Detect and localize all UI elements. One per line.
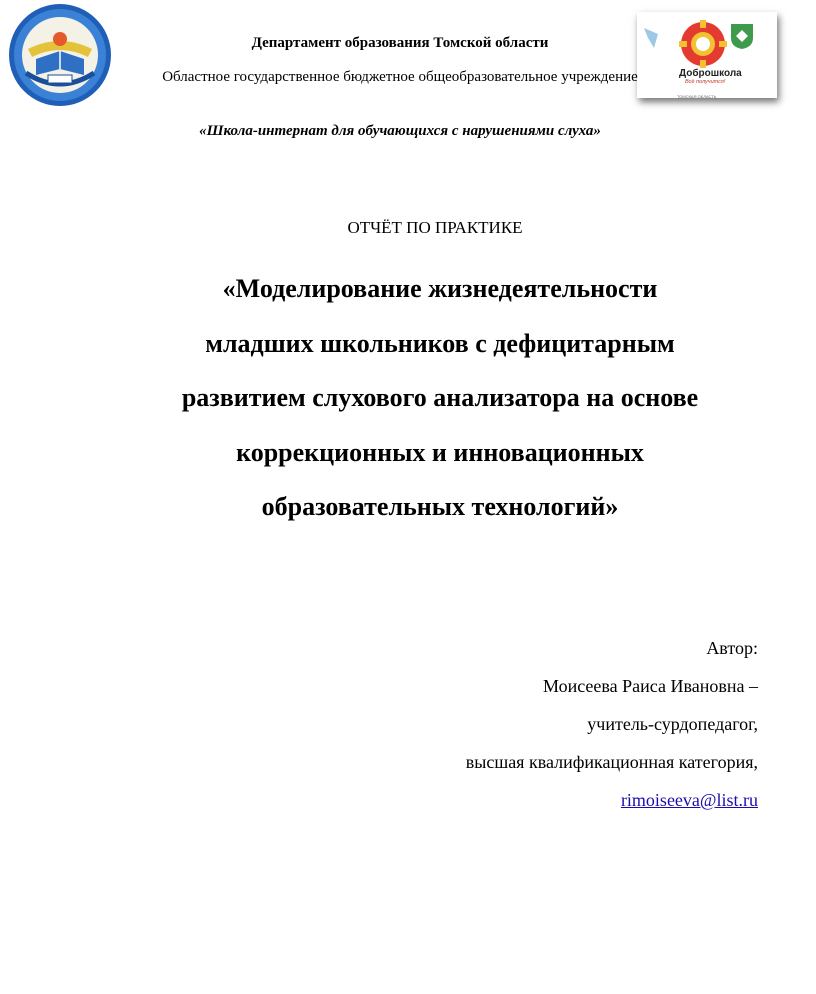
logo-brand-text: Доброшкола <box>679 68 742 79</box>
gear-icon <box>678 19 728 69</box>
author-name: Моисеева Раиса Ивановна – <box>543 676 758 696</box>
author-position: учитель-сурдопедагог, <box>587 714 758 734</box>
title-line: развитием слухового анализатора на основе <box>181 383 699 412</box>
title-line: коррекционных и инновационных <box>236 437 644 467</box>
author-category: высшая квалификационная категория, <box>465 752 758 772</box>
title-line: младших школьников с дефицитарным <box>205 328 675 358</box>
logo-slogan-text: Всё получится! <box>685 79 726 85</box>
logo-region-text: ТОМСКАЯ ОБЛАСТЬ <box>677 94 717 99</box>
author-block <box>466 636 758 826</box>
report-title <box>100 262 780 535</box>
school-emblem-logo <box>8 3 112 107</box>
report-label: ОТЧЁТ ПО ПРАКТИКЕ <box>347 218 523 237</box>
author-label: Автор: <box>706 638 758 658</box>
department-heading: Департамент образования Томской области <box>251 35 549 51</box>
school-heading: «Школа-интернат для обучающихся с нарушениями слуха» <box>199 123 601 139</box>
title-line: «Моделирование жизнедеятельности <box>222 274 658 303</box>
region-crest-icon <box>729 22 755 50</box>
title-line: образовательных технологий» <box>261 492 619 521</box>
author-email-link[interactable]: rimoiseeva@list.ru <box>620 790 758 810</box>
organization-heading: Областное государственное бюджетное общеобразовательное учреждение <box>162 69 638 85</box>
